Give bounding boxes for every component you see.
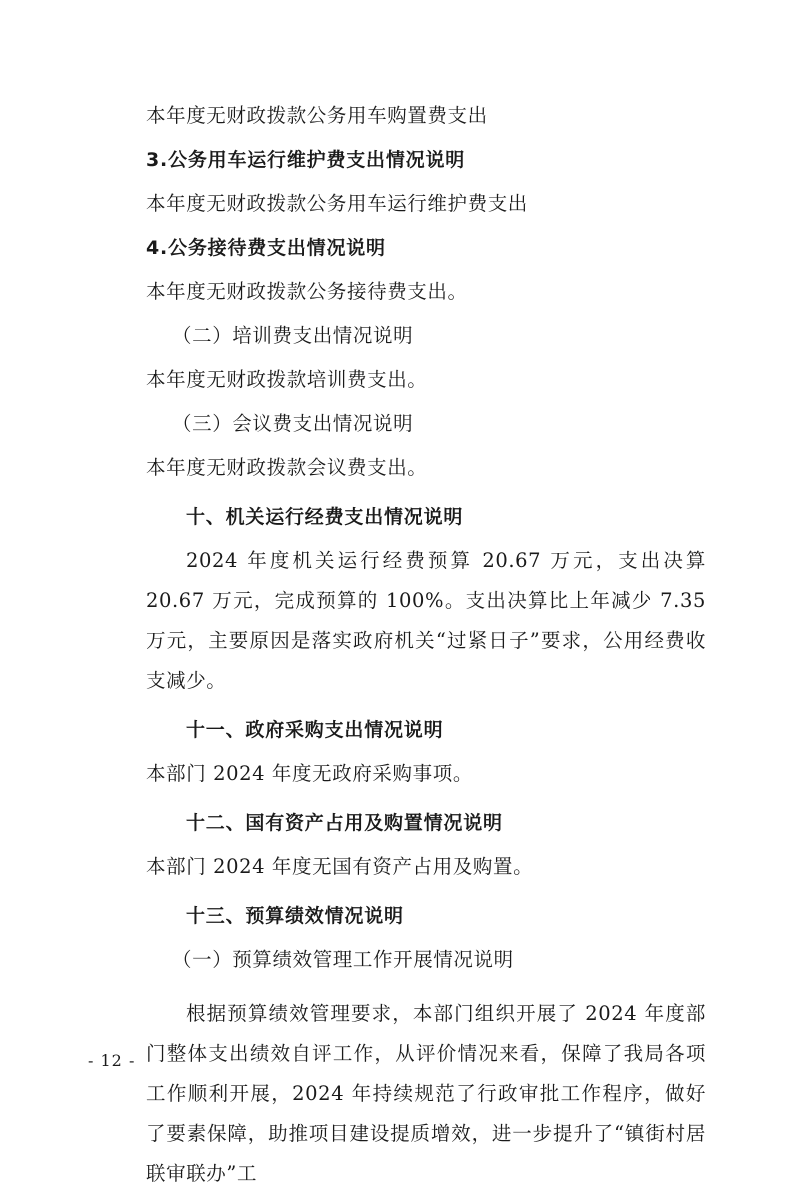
spacer	[146, 701, 706, 710]
spacer	[146, 980, 706, 994]
heading-vehicle-maintenance: 3.公务用车运行维护费支出情况说明	[146, 149, 466, 171]
paragraph-section-12-content: 本部门 2024 年度无国有资产占用及购置。	[146, 855, 534, 878]
heading-section-12: 十二、国有资产占用及购置情况说明	[186, 812, 503, 834]
heading-section-13: 十三、预算绩效情况说明	[186, 905, 404, 927]
paragraph-section-11-content: 本部门 2024 年度无政府采购事项。	[146, 762, 473, 785]
document-body	[146, 96, 706, 1194]
heading-section-10: 十、机关运行经费支出情况说明	[186, 506, 464, 528]
subheading-performance-management: （一）预算绩效管理工作开展情况说明	[172, 948, 514, 971]
spacer	[146, 794, 706, 803]
spacer	[146, 488, 706, 497]
paragraph-no-official-reception: 本年度无财政拨款公务接待费支出。	[146, 280, 468, 303]
paragraph-no-training-fee: 本年度无财政拨款培训费支出。	[146, 368, 428, 391]
paragraph-section-10-content: 2024 年度机关运行经费预算 20.67 万元，支出决算 20.67 万元，完成预算的 100%。支出决算比上年减少 7.35 万元，主要原因是落实政府机关“过紧日子”要求，公用经费收支减少。	[146, 549, 706, 692]
heading-official-reception: 4.公务接待费支出情况说明	[146, 237, 386, 259]
page-number: - 12 -	[88, 1051, 136, 1070]
spacer	[146, 887, 706, 896]
paragraph-no-meeting-fee: 本年度无财政拨款会议费支出。	[146, 456, 428, 479]
heading-section-11: 十一、政府采购支出情况说明	[186, 719, 444, 741]
paragraph-performance-management-content: 根据预算绩效管理要求，本部门组织开展了 2024 年度部门整体支出绩效自评工作，从评价情况来看，保障了我局各项工作顺利开展，2024 年持续规范了行政审批工作程序，做好了要素保障，助推项目建设提质增效，进一步提升了“镇街村居联审联办”工	[146, 1002, 706, 1185]
subheading-training-fee: （二）培训费支出情况说明	[172, 324, 414, 347]
subheading-meeting-fee: （三）会议费支出情况说明	[172, 412, 414, 435]
paragraph-no-vehicle-purchase: 本年度无财政拨款公务用车购置费支出	[146, 104, 488, 127]
paragraph-no-vehicle-maintenance: 本年度无财政拨款公务用车运行维护费支出	[146, 192, 528, 215]
